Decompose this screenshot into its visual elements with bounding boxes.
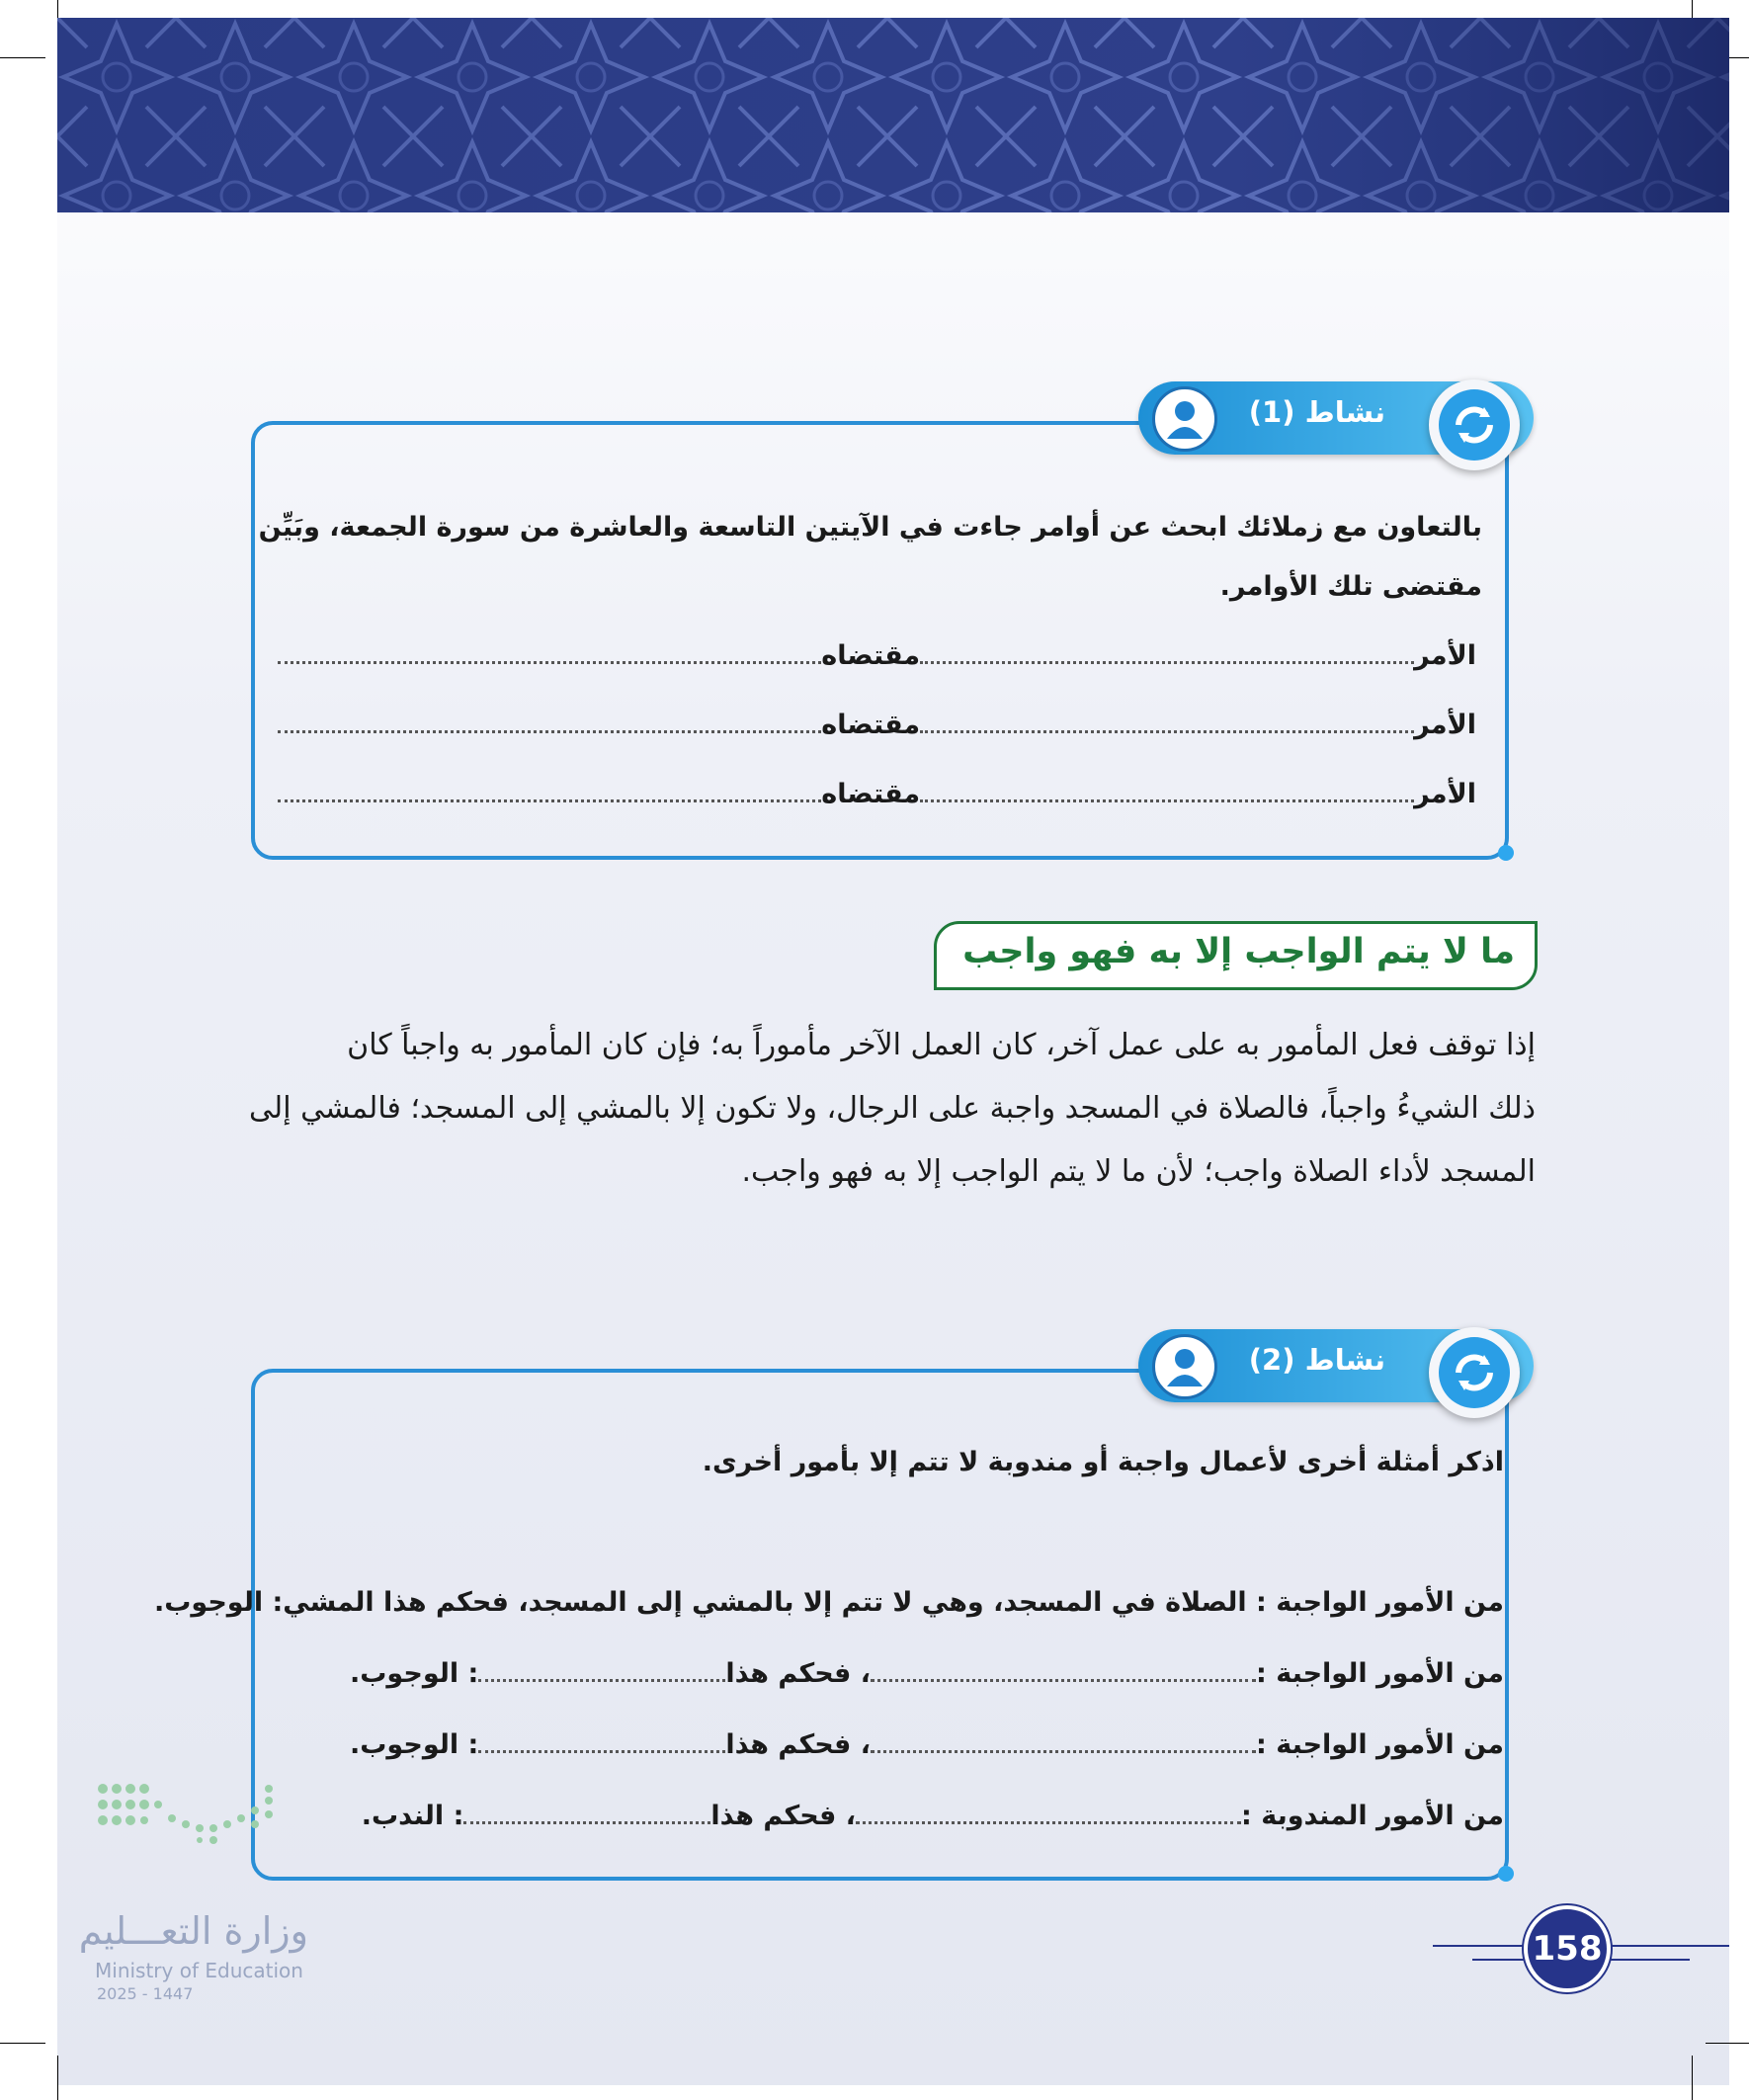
refresh-cycle-icon — [1429, 1327, 1520, 1418]
line-end-dot — [1498, 1866, 1514, 1882]
paragraph-line: إذا توقف فعل المأمور به على عمل آخر، كان العمل الآخر مأموراً به؛ فإن كان المأمور به واجباً كان — [347, 1028, 1536, 1062]
answer-blank[interactable] — [920, 711, 1414, 733]
page-number: 158 — [1524, 1905, 1611, 1992]
row-label: من الأمور الواجبة : — [1256, 1658, 1504, 1689]
row-end: : الندب. — [361, 1801, 464, 1831]
student-avatar-icon — [1152, 386, 1217, 452]
activity-1-question-line2: مقتضى تلك الأوامر. — [1219, 571, 1482, 602]
example-row: من الأمور الواجبة : الصلاة في المسجد، وهي لا تتم إلا بالمشي إلى المسجد، فحكم هذا المشي: الوجوب. — [154, 1587, 1504, 1618]
section-heading: ما لا يتم الواجب إلا به فهو واجب — [962, 932, 1515, 971]
answer-blank[interactable] — [278, 780, 821, 802]
crop-mark — [0, 57, 45, 58]
answer-blank[interactable] — [278, 711, 821, 733]
answer-blank[interactable] — [920, 780, 1414, 802]
row-mid: مقتضاه — [821, 779, 921, 809]
answer-blank[interactable] — [478, 1659, 725, 1682]
answer-row — [350, 1729, 1504, 1760]
row-mid: مقتضاه — [821, 710, 921, 740]
row-end: : الوجوب. — [350, 1729, 479, 1760]
answer-row — [278, 710, 1476, 740]
row-mid: ، فحكم هذا — [710, 1801, 857, 1831]
activity-2-title: نشاط (2) — [1248, 1343, 1385, 1377]
answer-row — [278, 640, 1476, 671]
crop-mark — [0, 2043, 45, 2044]
pattern-banner — [57, 18, 1729, 212]
crop-mark — [57, 2056, 58, 2100]
row-mid: ، فحكم هذا — [725, 1729, 871, 1760]
answer-blank[interactable] — [871, 1659, 1256, 1682]
row-end: : الوجوب. — [350, 1658, 479, 1689]
refresh-cycle-icon — [1429, 379, 1520, 470]
activity-1-title: نشاط (1) — [1248, 395, 1385, 429]
row-label: من الأمور المندوبة : — [1241, 1801, 1504, 1831]
crop-mark — [1692, 2056, 1693, 2100]
answer-blank[interactable] — [856, 1802, 1241, 1824]
ministry-logo-icon — [95, 1779, 283, 1901]
crop-mark — [1706, 2043, 1749, 2044]
answer-blank[interactable] — [871, 1730, 1256, 1753]
row-label: الأمر — [1414, 640, 1476, 671]
paragraph-line: ذلك الشيءُ واجباً، فالصلاة في المسجد واجبة على الرجال، ولا تكون إلا بالمشي إلى المسجد؛ فالمشي إلى — [249, 1091, 1536, 1126]
answer-blank[interactable] — [463, 1802, 710, 1824]
row-label: الأمر — [1414, 779, 1476, 809]
row-label: الأمر — [1414, 710, 1476, 740]
ministry-name-en: Ministry of Education — [95, 1959, 303, 1982]
ministry-name-ar: وزارة التعـــليم — [78, 1909, 308, 1953]
row-mid: ، فحكم هذا — [725, 1658, 871, 1689]
paragraph-line: المسجد لأداء الصلاة واجب؛ لأن ما لا يتم الواجب إلا به فهو واجب. — [741, 1154, 1536, 1189]
line-end-dot — [1498, 845, 1514, 861]
answer-blank[interactable] — [478, 1730, 725, 1753]
activity-2-question: اذكر أمثلة أخرى لأعمال واجبة أو مندوبة لا تتم إلا بأمور أخرى. — [702, 1447, 1504, 1477]
answer-row — [362, 1801, 1504, 1831]
answer-blank[interactable] — [920, 641, 1414, 664]
section-heading-box — [934, 921, 1538, 990]
year-label: 2025 - 1447 — [97, 1984, 194, 2003]
row-mid: مقتضاه — [821, 640, 921, 671]
activity-1-question-line1: بالتعاون مع زملائك ابحث عن أوامر جاءت في الآيتين التاسعة والعاشرة من سورة الجمعة، وبَيِّن — [258, 512, 1482, 543]
answer-row — [278, 779, 1476, 809]
answer-blank[interactable] — [278, 641, 821, 664]
student-avatar-icon — [1152, 1334, 1217, 1399]
row-label: من الأمور الواجبة : — [1256, 1729, 1504, 1760]
answer-row — [350, 1658, 1504, 1689]
